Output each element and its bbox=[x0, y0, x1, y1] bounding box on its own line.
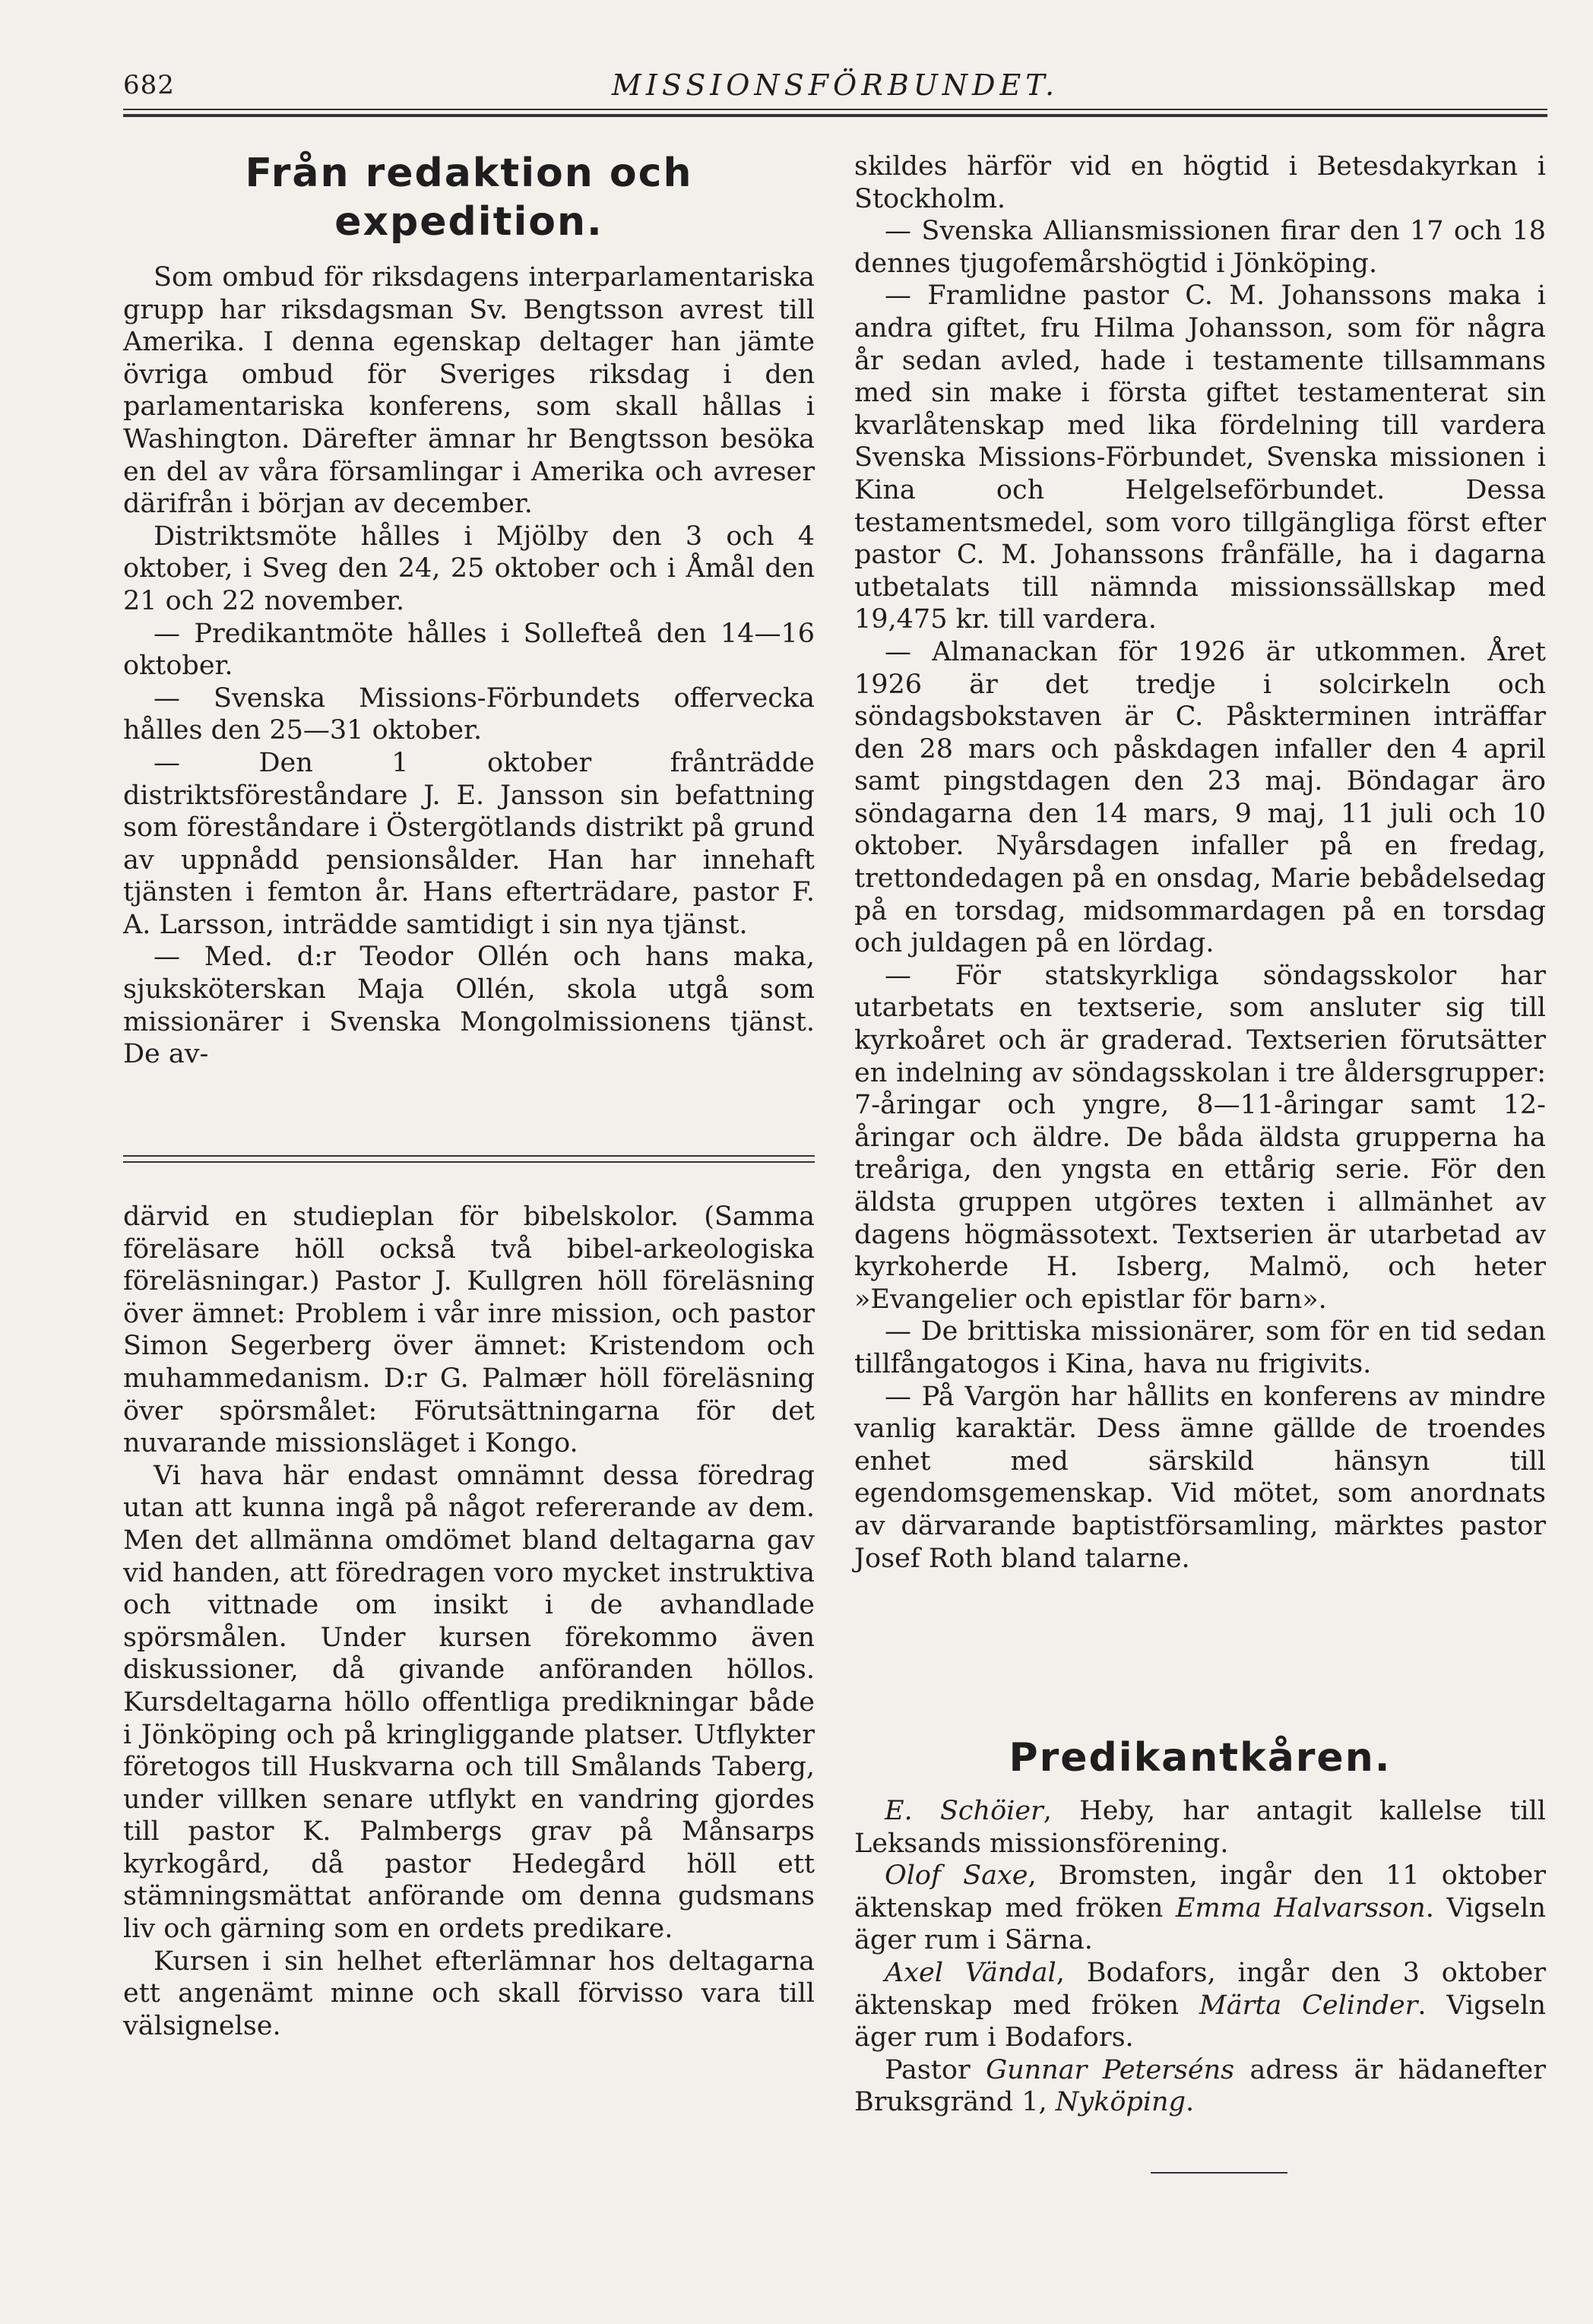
heading-line-1: Från redaktion och bbox=[245, 150, 693, 196]
paragraph: — Almanackan för 1926 är utkommen. Året 1926 är det tredje i solcirkeln och söndagsbokstaven är C. Påskterminen inträffar den 28 mars och påskdagen infaller den 4 april samt pingstdagen den 23 maj. Böndagar äro söndagarna den 14 mars, 9 maj, 11 juli och 10 oktober. Nyårsdagen infaller på en fredag, trettondedagen på en onsdag, Marie bebådelsedag på en torsdag, midsommardagen på en torsdag och juldagen på en lördag. bbox=[854, 636, 1546, 959]
notice-item bbox=[854, 1795, 1546, 1860]
paragraph: — För statskyrkliga söndagsskolor har utarbetats en textserie, som ansluter sig till kyrkoåret och är graderad. Textserien förutsätter en indelning av söndagsskolan i tre åldersgrupper: 7-åringar och yngre, 8—11-åringar samt 12-åringar och äldre. De båda äldsta grupperna ha treåriga, den yngsta en ettårig serie. För den äldsta gruppen utgöres texten i allmänhet av dagens högmässotext. Textserien är utarbetad av kyrkoherde H. Isberg, Malmö, och heter »Evangelier och epistlar för barn». bbox=[854, 960, 1546, 1315]
paragraph: — Svenska Missions-Förbundets offervecka hålles den 25—31 oktober. bbox=[123, 682, 815, 746]
person-name: Gunnar Peterséns bbox=[986, 2054, 1235, 2085]
paragraph: — Med. d:r Teodor Ollén och hans maka, sjuksköterskan Maja Ollén, skola utgå som missionärer i Svenska Mongolmissionens tjänst. De av- bbox=[123, 942, 815, 1070]
column-divider-rule bbox=[123, 1161, 815, 1163]
column-divider-rule bbox=[123, 1155, 815, 1157]
paragraph: — På Vargön har hållits en konferens av mindre vanlig karaktär. Dess ämne gällde de troendes enhet med särskild hänsyn till egendomsgemenskap. Vid mötet, som anordnats av därvarande baptistförsamling, märktes pastor Josef Roth bland talarne. bbox=[854, 1381, 1546, 1574]
spouse-name: Märta Celinder bbox=[1199, 1990, 1418, 2021]
page-header bbox=[123, 62, 1547, 100]
notice-item bbox=[854, 1957, 1546, 2054]
paragraph: — De brittiska missionärer, som för en tid sedan tillfångatogos i Kina, hava nu frigivits. bbox=[854, 1316, 1546, 1379]
notice-item bbox=[854, 1860, 1546, 1957]
notice-text: , Bodafors, ingår den 3 oktober äktenskap med fröken bbox=[854, 1957, 1547, 2021]
running-title: MISSIONSFÖRBUNDET. bbox=[611, 68, 1059, 102]
notice-item bbox=[854, 2054, 1546, 2119]
paragraph: därvid en studieplan för bibelskolor. (Samma föreläsare höll också två bibel-arkeologiska föreläsningar.) Pastor J. Kullgren höll föreläsning över ämnet: Problem i vår inre mission, och pastor Simon Segerberg över ämnet: Kristendom och muhammedanism. D:r G. Palmær höll föreläsning över spörsmålet: Förutsättningarna för det nuvarande missionsläget i Kongo. bbox=[123, 1202, 815, 1459]
page-number: 682 bbox=[123, 70, 175, 100]
paragraph: — Framlidne pastor C. M. Johanssons maka i andra giftet, fru Hilma Johansson, som för några år sedan avled, hade i testamente tillsammans med sin make i första giftet testamenterat sin kvarlåtenskap med lika fördelning till vardera Svenska Missions-Förbundet, Svenska missionen i Kina och Helgelseförbundet. Dessa testamentsmedel, som voro tillgängliga först efter pastor C. M. Johanssons frånfälle, ha i dagarna utbetalats till nämnda missionssällskap med 19,475 kr. till vardera. bbox=[854, 280, 1546, 635]
paragraph: Som ombud för riksdagens interparlamentariska grupp har riksdagsman Sv. Bengtsson avrest till Amerika. I denna egenskap deltager han jämte övriga ombud för Sveriges riksdag i den parlamentariska konferens, som skall hållas i Washington. Därefter ämnar hr Bengtsson besöka en del av våra församlingar i Amerika och avreser därifrån i början av december. bbox=[123, 262, 815, 520]
person-name: Axel Vändal bbox=[885, 1957, 1056, 1988]
notice-tail: . Vigseln äger rum i Särna. bbox=[854, 1892, 1546, 1956]
right-column-top bbox=[854, 150, 1546, 1575]
paragraph: skildes härför vid en högtid i Betesdakyrkan i Stockholm. bbox=[854, 151, 1546, 214]
paragraph: — Svenska Alliansmissionen firar den 17 och 18 dennes tjugofemårshögtid i Jönköping. bbox=[854, 216, 1546, 279]
left-column-top bbox=[123, 261, 815, 1071]
notice-tail: . bbox=[1186, 2087, 1195, 2118]
place-name: Nyköping bbox=[1055, 2087, 1186, 2118]
paragraph: Vi hava här endast omnämnt dessa föredrag utan att kunna ingå på något refererande av dem. Men det allmänna omdömet bland deltagarna gav vid handen, att föredragen voro mycket instruktiva och vittnade om insikt i de avhandlade spörsmålen. Under kursen förekommo även diskussioner, då givande anföranden höllos. Kursdeltagarna höllo offentliga predikningar både i Jönköping och på kringliggande platser. Utflykter företogos till Huskvarna och till Smålands Taberg, under villken senare utflykt en vandring gjordes till pastor K. Palmbergs grav på Månsarps kyrkogård, då pastor Hedegård höll ett stämningsmättat anförande om denna gudsmans liv och gärning som en ordets predikare. bbox=[123, 1460, 815, 1945]
paragraph: — Predikantmöte hålles i Sollefteå den 14—16 oktober. bbox=[123, 618, 815, 682]
paragraph: — Den 1 oktober frånträdde distriktsföreståndare J. E. Jansson sin befattning som föreståndare i Östergötlands distrikt på grund av uppnådd pensionsålder. Han har innehaft tjänsten i femton år. Hans efterträdare, pastor F. A. Larsson, inträdde samtidigt i sin nya tjänst. bbox=[123, 747, 815, 940]
paragraph: Distriktsmöte hålles i Mjölby den 3 och 4 oktober, i Sveg den 24, 25 oktober och i Åmål den 21 och 22 november. bbox=[123, 521, 815, 616]
person-name: E. Schöier bbox=[885, 1796, 1044, 1826]
notice-text: , Heby, har antagit kallelse till Leksands missionsförening. bbox=[854, 1796, 1546, 1859]
spouse-name: Emma Halvarsson bbox=[1175, 1892, 1426, 1923]
notice-tail: . Vigseln äger rum i Bodafors. bbox=[854, 1990, 1547, 2053]
notice-text: adress är hädanefter Bruksgränd 1, bbox=[854, 2054, 1546, 2118]
end-rule bbox=[1151, 2172, 1287, 2174]
section-heading-redaktion bbox=[123, 149, 815, 246]
paragraph: Kursen i sin helhet efterlämnar hos deltagarna ett angenämt minne och skall förvisso vara till välsignelse. bbox=[123, 1946, 815, 2041]
header-rule-thin bbox=[123, 109, 1547, 110]
person-name: Olof Saxe bbox=[885, 1860, 1028, 1892]
header-rule-thick bbox=[123, 114, 1547, 117]
section-heading-predikantkaren: Predikantkåren. bbox=[1009, 1735, 1392, 1781]
left-column-bottom bbox=[123, 1201, 815, 2042]
heading-line-2: expedition. bbox=[334, 199, 603, 245]
notice-text: , Bromsten, ingår den 11 oktober äktenskap med fröken bbox=[854, 1860, 1546, 1923]
right-column-notices bbox=[854, 1795, 1546, 2119]
notice-prefix: Pastor bbox=[885, 2054, 987, 2085]
